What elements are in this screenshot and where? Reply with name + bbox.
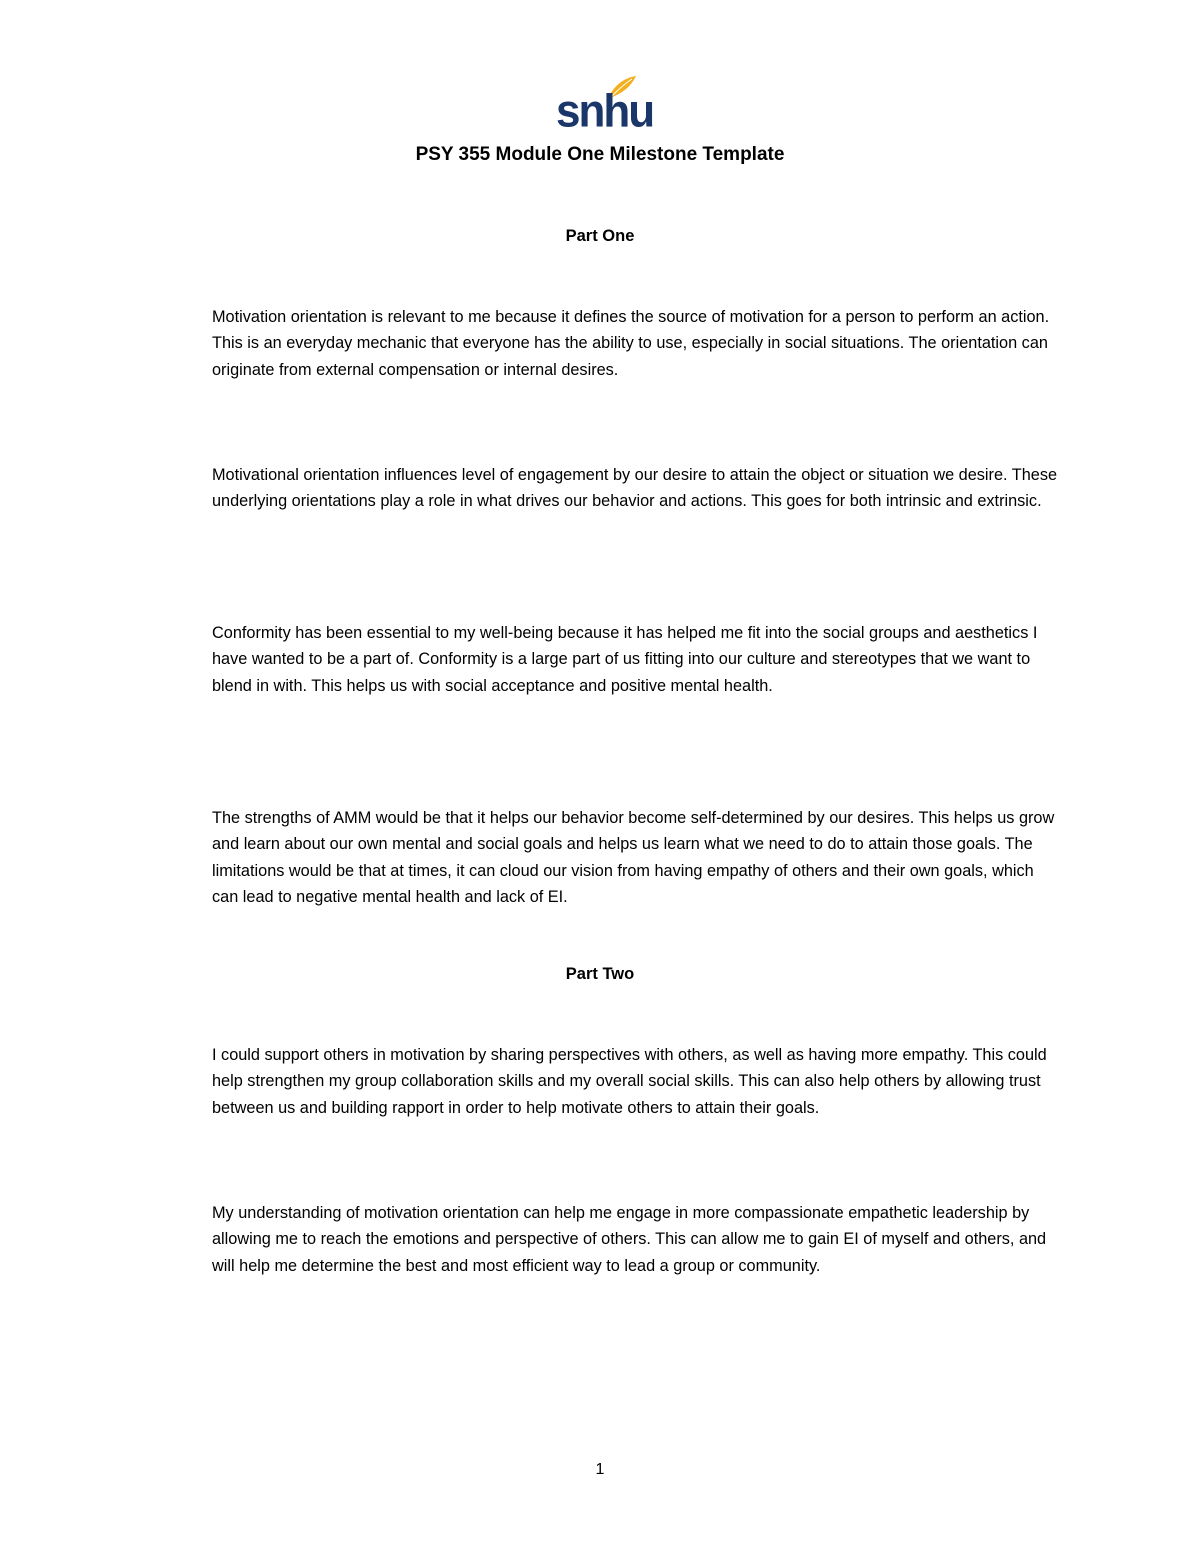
part-two-heading: Part Two: [565, 965, 635, 983]
part-one-heading: Part One: [565, 227, 635, 245]
document-title: PSY 355 Module One Milestone Template: [415, 144, 785, 165]
paragraph: Conformity has been essential to my well-being because it has helped me fit into the social groups and aesthetics I have wanted to be a part of. Conformity is a large part of us fitting into our culture and stereotypes that we want to blend in with. This helps us with social acceptance and positive mental health.: [212, 624, 1038, 695]
paragraph: Motivation orientation is relevant to me because it defines the source of motivation for a person to perform an action. This is an everyday mechanic that everyone has the ability to use, especially in social situations. The orientation can originate from external compensation or internal desires.: [212, 308, 1050, 379]
paragraph: Motivational orientation influences level of engagement by our desire to attain the object or situation we desire. These underlying orientations play a role in what drives our behavior and actions. This goes for both intrinsic and extrinsic.: [212, 466, 1058, 511]
paragraph: My understanding of motivation orientation can help me engage in more compassionate empathetic leadership by allowing me to reach the emotions and perspective of others. This can allow me to gain EI of myself and others, and will help me determine the best and most efficient way to lead a group or community.: [212, 1204, 1047, 1275]
logo-text: snhu: [556, 85, 654, 138]
page-number: 1: [595, 1461, 605, 1478]
paragraph: I could support others in motivation by sharing perspectives with others, as well as having more empathy. This could help strengthen my group collaboration skills and my overall social skills. This can also help others by allowing trust between us and building rapport in order to help motivate others to attain their goals.: [212, 1046, 1047, 1117]
paragraph: The strengths of AMM would be that it helps our behavior become self-determined by our desires. This helps us grow and learn about our own mental and social goals and helps us learn what we need to do to attain those goals. The limitations would be that at times, it can cloud our vision from having empathy of others and their own goals, which can lead to negative mental health and lack of EI.: [212, 809, 1055, 906]
snhu-logo: [556, 74, 654, 138]
